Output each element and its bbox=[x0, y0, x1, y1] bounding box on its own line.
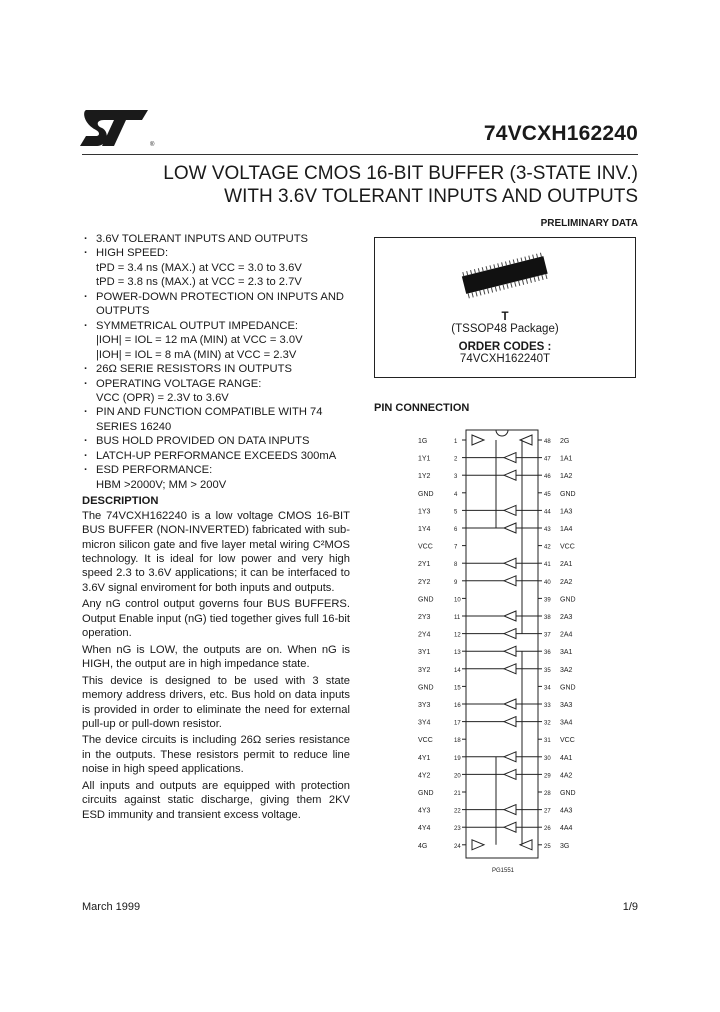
pin-label-left: 1Y3 bbox=[418, 508, 431, 516]
buffer-symbol bbox=[504, 752, 516, 762]
buffer-symbol bbox=[504, 505, 516, 515]
pin-label-right: VCC bbox=[560, 737, 575, 745]
feature-text: PIN AND FUNCTION COMPATIBLE WITH 74 SERIES 16240 bbox=[96, 406, 323, 433]
feature-subitem: |IOH| = IOL = 8 mA (MIN) at VCC = 2.3V bbox=[96, 348, 297, 361]
pin-number-right: 38 bbox=[544, 615, 551, 621]
pin-number-left: 19 bbox=[454, 755, 461, 762]
pin-label-right: 2G bbox=[560, 438, 570, 445]
buffer-symbol bbox=[504, 611, 516, 621]
footer-date: March 1999 bbox=[82, 901, 141, 913]
buffer-symbol bbox=[504, 805, 516, 815]
feature-text: 26Ω SERIE RESISTORS IN OUTPUTS bbox=[96, 363, 292, 376]
pin-number-right: 25 bbox=[544, 843, 551, 850]
pin-label-left: 4G bbox=[418, 842, 428, 850]
pin-label-right: 2A3 bbox=[560, 614, 573, 621]
description-heading: DESCRIPTION bbox=[82, 495, 159, 508]
pin-label-right: 1A3 bbox=[560, 508, 573, 516]
feature-item bbox=[82, 319, 350, 333]
pin-label-right: GND bbox=[560, 596, 576, 604]
pin-number-right: 44 bbox=[544, 509, 551, 516]
part-number: 74VCXH162240 bbox=[483, 122, 638, 145]
pin-number-right: 43 bbox=[544, 527, 551, 533]
pin-number-left: 14 bbox=[454, 667, 461, 674]
buffer-symbol bbox=[504, 699, 516, 709]
pin-label-left: 1G bbox=[418, 438, 428, 445]
pin-number-left: 24 bbox=[454, 843, 461, 850]
package-name: (TSSOP48 Package) bbox=[451, 323, 559, 335]
pin-number-left: 21 bbox=[454, 791, 461, 797]
pin-connection-diagram bbox=[418, 428, 608, 878]
pin-label-left: 3Y4 bbox=[418, 719, 431, 727]
description-paragraph: The device circuits is including 26Ω series resistance in the outputs. These resistors permit to reduce line noise in high speed applications. bbox=[82, 734, 350, 776]
buffer-symbol bbox=[504, 822, 516, 832]
pin-number-right: 45 bbox=[544, 491, 551, 498]
title-line-2: WITH 3.6V TOLERANT INPUTS AND OUTPUTS bbox=[224, 186, 638, 207]
pin-number-left: 7 bbox=[454, 544, 458, 551]
buffer-symbol bbox=[504, 523, 516, 533]
feature-text: OPERATING VOLTAGE RANGE: bbox=[96, 377, 262, 390]
pin-number-left: 6 bbox=[454, 527, 458, 533]
feature-item bbox=[82, 246, 350, 260]
pin-label-left: 2Y2 bbox=[418, 578, 431, 586]
description-paragraph: All inputs and outputs are equipped with protection circuits against static discharge, giving them 2KV ESD immunity and transient excess voltage. bbox=[82, 779, 350, 821]
feature-item bbox=[82, 405, 350, 434]
buffer-symbol bbox=[504, 470, 516, 480]
pin-label-left: 3Y2 bbox=[418, 666, 431, 674]
feature-text: SYMMETRICAL OUTPUT IMPEDANCE: bbox=[96, 319, 299, 332]
pin-number-right: 37 bbox=[544, 632, 551, 639]
feature-subitem: tPD = 3.4 ns (MAX.) at VCC = 3.0 to 3.6V bbox=[96, 261, 302, 274]
pin-number-right: 26 bbox=[544, 826, 551, 833]
feature-text: BUS HOLD PROVIDED ON DATA INPUTS bbox=[96, 435, 310, 448]
feature-text: POWER-DOWN PROTECTION ON INPUTS AND OUTPUTS bbox=[96, 290, 344, 318]
pin-label-right: 2A1 bbox=[560, 561, 573, 569]
feature-item bbox=[82, 362, 350, 376]
buffer-symbol bbox=[504, 629, 516, 639]
pin-label-left: 4Y1 bbox=[418, 754, 431, 762]
pin-number-right: 46 bbox=[544, 474, 551, 481]
pin-number-left: 18 bbox=[454, 738, 461, 745]
pin-number-right: 27 bbox=[544, 808, 551, 815]
feature-subitem: tPD = 3.8 ns (MAX.) at VCC = 2.3 to 2.7V bbox=[96, 276, 302, 289]
feature-item bbox=[82, 434, 350, 448]
left-column bbox=[82, 232, 350, 824]
feature-text: 3.6V TOLERANT INPUTS AND OUTPUTS bbox=[96, 233, 308, 245]
pin-number-left: 9 bbox=[454, 579, 458, 586]
description bbox=[82, 494, 350, 822]
pin-number-left: 16 bbox=[454, 703, 461, 709]
buffer-symbol bbox=[504, 576, 516, 586]
pin-label-right: 1A2 bbox=[560, 473, 573, 481]
feature-list bbox=[82, 232, 350, 492]
pin-number-left: 13 bbox=[454, 650, 461, 657]
pin-label-left: GND bbox=[418, 684, 434, 692]
pin-label-right: GND bbox=[560, 490, 576, 498]
pin-label-right: 3A4 bbox=[560, 719, 573, 727]
feature-text: ESD PERFORMANCE: bbox=[96, 464, 213, 477]
pin-label-left: 2Y1 bbox=[418, 561, 431, 569]
svg-text:®: ® bbox=[150, 142, 155, 148]
pin-number-right: 34 bbox=[544, 685, 551, 692]
pin-label-right: 4A2 bbox=[560, 772, 573, 780]
pin-label-right: 3A1 bbox=[560, 649, 573, 657]
pin-label-right: 1A4 bbox=[560, 526, 573, 533]
pin-label-left: 1Y2 bbox=[418, 473, 431, 481]
buffer-symbol bbox=[504, 453, 516, 463]
pin-number-left: 5 bbox=[454, 509, 458, 516]
pin-label-left: GND bbox=[418, 596, 434, 604]
pin-label-left: 4Y2 bbox=[418, 772, 431, 780]
pin-number-right: 41 bbox=[544, 562, 551, 569]
pin-label-right: 1A1 bbox=[560, 455, 573, 463]
pin-number-right: 42 bbox=[544, 544, 551, 551]
pin-number-left: 4 bbox=[454, 491, 458, 498]
pin-label-right: 4A3 bbox=[560, 807, 573, 815]
pin-number-right: 35 bbox=[544, 667, 551, 674]
pin-label-left: 3Y3 bbox=[418, 702, 431, 709]
pin-label-right: GND bbox=[560, 790, 576, 797]
pin-label-right: GND bbox=[560, 684, 576, 692]
pin-label-right: 3G bbox=[560, 842, 570, 850]
pin-number-left: 23 bbox=[454, 826, 461, 833]
pin-label-right: 3A2 bbox=[560, 666, 573, 674]
pin-number-right: 30 bbox=[544, 755, 551, 762]
pin-label-left: VCC bbox=[418, 543, 433, 551]
footer-page: 1/9 bbox=[622, 901, 638, 913]
tssop-package-image bbox=[445, 250, 565, 302]
package-code: T bbox=[501, 311, 509, 323]
pin-label-left: 4Y3 bbox=[418, 807, 431, 815]
preliminary-label: PRELIMINARY DATA bbox=[540, 218, 638, 229]
pin-label-right: 2A4 bbox=[560, 631, 573, 639]
feature-item bbox=[82, 232, 350, 246]
pin-label-left: 1Y1 bbox=[418, 455, 431, 463]
feature-text: HIGH SPEED: bbox=[96, 247, 169, 260]
ic-notch bbox=[496, 430, 508, 436]
pin-number-right: 31 bbox=[544, 738, 551, 745]
pin-label-right: 3A3 bbox=[560, 702, 573, 709]
feature-item bbox=[82, 290, 350, 319]
pin-number-right: 40 bbox=[544, 579, 551, 586]
buffer-symbol bbox=[504, 664, 516, 674]
pin-number-right: 48 bbox=[544, 439, 551, 445]
pin-number-left: 3 bbox=[454, 474, 458, 481]
pin-number-right: 36 bbox=[544, 650, 551, 657]
pin-number-left: 17 bbox=[454, 720, 461, 727]
pin-label-right: 2A2 bbox=[560, 578, 573, 586]
pin-connection-heading: PIN CONNECTION bbox=[374, 402, 470, 414]
pin-number-left: 20 bbox=[454, 773, 461, 780]
description-paragraph: The 74VCXH162240 is a low voltage CMOS 16-BIT BUS BUFFER (NON-INVERTED) fabricated with sub-micron silicon gate and five layer metal wiring C²MOS technology. It is ideal for low power and very high speed 2.3 to 3.6V applications; it can be interfaced to 3.6V signal enviroment for both inputs and outputs. bbox=[82, 509, 350, 594]
header-rule bbox=[82, 154, 638, 155]
enable-buffer-left bbox=[472, 840, 484, 850]
feature-subitem: |IOH| = IOL = 12 mA (MIN) at VCC = 3.0V bbox=[96, 334, 303, 347]
feature-subitem: VCC (OPR) = 2.3V to 3.6V bbox=[96, 391, 229, 404]
order-codes-heading: ORDER CODES : bbox=[458, 341, 552, 353]
st-logo bbox=[78, 106, 160, 150]
pin-number-right: 47 bbox=[544, 456, 551, 463]
feature-text: LATCH-UP PERFORMANCE EXCEEDS 300mA bbox=[96, 449, 337, 462]
pin-number-right: 33 bbox=[544, 703, 551, 709]
feature-item bbox=[82, 377, 350, 391]
buffer-symbol bbox=[504, 558, 516, 568]
pin-label-right: 4A4 bbox=[560, 825, 573, 833]
pin-number-right: 32 bbox=[544, 720, 551, 727]
pin-number-left: 12 bbox=[454, 632, 461, 639]
pin-number-left: 10 bbox=[454, 597, 461, 604]
ic-body bbox=[466, 430, 538, 858]
pin-label-left: 1Y4 bbox=[418, 526, 431, 533]
buffer-symbol bbox=[504, 646, 516, 656]
pin-number-right: 28 bbox=[544, 791, 551, 797]
pin-number-left: 22 bbox=[454, 808, 461, 815]
pin-number-left: 2 bbox=[454, 456, 458, 463]
description-paragraph: When nG is LOW, the outputs are on. When nG is HIGH, the output are in high impedance state. bbox=[82, 643, 350, 671]
pin-label-left: GND bbox=[418, 490, 434, 498]
feature-item bbox=[82, 463, 350, 477]
buffer-symbol bbox=[504, 717, 516, 727]
figure-code: PG1551 bbox=[492, 868, 515, 874]
description-paragraph: This device is designed to be used with 3 state memory address drivers, etc. Bus hold on data inputs is provided in order to eliminate the need for external pull-up or pull-down resistor. bbox=[82, 674, 350, 730]
package-box bbox=[374, 237, 636, 378]
feature-item bbox=[82, 449, 350, 463]
feature-subitem: HBM >2000V; MM > 200V bbox=[96, 478, 227, 491]
title-line-1: LOW VOLTAGE CMOS 16-BIT BUFFER (3-STATE INV.) bbox=[163, 163, 638, 184]
pin-number-right: 29 bbox=[544, 773, 551, 780]
pin-number-right: 39 bbox=[544, 597, 551, 604]
pin-label-right: VCC bbox=[560, 543, 575, 551]
enable-buffer-left bbox=[472, 435, 484, 445]
pin-label-left: GND bbox=[418, 790, 434, 797]
pin-label-left: 3Y1 bbox=[418, 649, 431, 657]
pin-label-left: 2Y3 bbox=[418, 614, 431, 621]
pin-number-left: 11 bbox=[454, 615, 461, 621]
pin-number-left: 8 bbox=[454, 562, 458, 569]
pin-number-left: 1 bbox=[454, 439, 458, 445]
description-paragraph: Any nG control output governs four BUS BUFFERS. Output Enable input (nG) tied together gives full 16-bit operation. bbox=[82, 598, 350, 640]
buffer-symbol bbox=[504, 769, 516, 779]
pin-label-right: 4A1 bbox=[560, 754, 573, 762]
pin-label-left: 4Y4 bbox=[418, 825, 431, 833]
pin-label-left: VCC bbox=[418, 737, 433, 745]
pin-number-left: 15 bbox=[454, 685, 461, 692]
pin-label-left: 2Y4 bbox=[418, 631, 431, 639]
order-code: 74VCXH162240T bbox=[459, 353, 551, 365]
